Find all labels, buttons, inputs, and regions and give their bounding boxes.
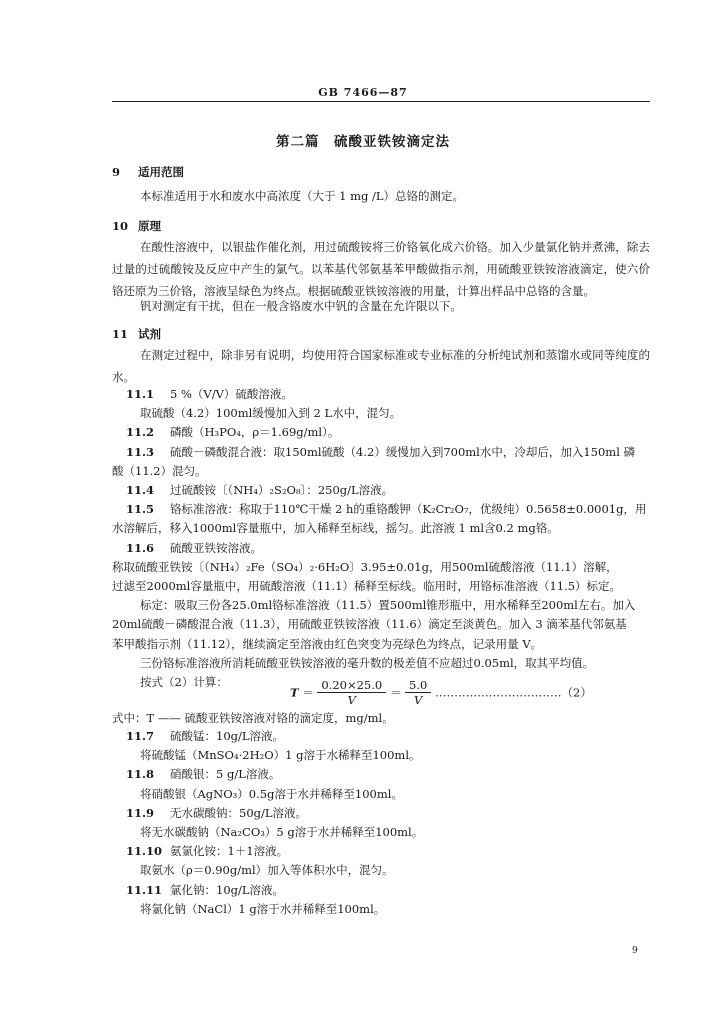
reagent-item-row — [112, 559, 618, 575]
reagent-item-row — [126, 482, 393, 498]
header-rule — [112, 101, 650, 102]
item-text: 氨氯化铵：1＋1溶液。 — [170, 844, 289, 859]
section-9-heading — [112, 164, 184, 180]
reagent-item-row — [126, 805, 307, 821]
item-text: 取氨水（ρ＝0.90g/ml）加入等体积水中，混匀。 — [140, 863, 394, 878]
item-text: 无水碳酸钠：50g/L溶液。 — [170, 805, 308, 820]
section-number: 9 — [112, 165, 121, 179]
principle-paragraph: 在酸性溶液中，以银盐作催化剂，用过硫酸铵将三价铬氧化成六价铬。加入少量氯化钠并煮沸，除去过量的过硫酸铵及反应中产生的氯气。以苯基代邻氨基苯甲酸做指示剂，用硫酸亚铁铵溶液滴定，使六价铬还原为三价铬，溶液呈绿色为终点。根据硫酸亚铁铵溶液的用量，计算出样品中总铬的含量。 — [112, 240, 650, 298]
item-text: 水溶解后，移入1000ml容量瓶中，加入稀释至标线，摇匀。此溶液 1 ml含0.2 mg铬。 — [112, 521, 559, 536]
item-text: 氯化钠：10g/L溶液。 — [170, 882, 285, 897]
fraction-numerator: 5.0 — [405, 678, 431, 693]
reagent-item-row — [140, 405, 401, 421]
section-number: 10 — [112, 219, 129, 233]
formula-lhs: T — [290, 685, 299, 700]
formula-label: ……………………………（2） — [435, 685, 592, 700]
reagents-intro-paragraph: 在测定过程中，除非另有说明，均使用符合国家标准或专业标准的分析纯试剂和蒸馏水或同等纯度的水。 — [112, 348, 650, 384]
item-number: 11.2 — [126, 425, 155, 440]
item-number: 11.7 — [126, 729, 155, 743]
item-text: 过硫酸铵〔（NH₄）₂S₂O₈〕：250g/L溶液。 — [170, 483, 394, 497]
item-text: 硫酸锰：10g/L溶液。 — [170, 729, 285, 743]
reagent-item-row — [126, 728, 284, 744]
item-text: 硫酸－磷酸混合液：取150ml硫酸（4.2）缓慢加入到700ml水中，冷却后，加入150ml 磷 — [170, 444, 636, 459]
section-10-heading — [112, 218, 161, 234]
item-number: 11.9 — [126, 805, 155, 820]
section-title: 试剂 — [138, 327, 162, 341]
item-text: 过滤至2000ml容量瓶中，用硫酸溶液（11.1）稀释至标线。临用时，用铬标准溶液（11.5）标定。 — [112, 579, 622, 593]
section-number: 11 — [112, 327, 129, 341]
item-text: 取硫酸（4.2）100ml缓慢加入到 2 L水中，混匀。 — [140, 406, 402, 421]
section-11-heading — [112, 326, 161, 342]
reagent-item-row — [140, 747, 421, 763]
item-text: 苯甲酸指示剂（11.12），继续滴定至溶液由红色突变为亮绿色为终点，记录用量 V。 — [112, 636, 543, 651]
item-number: 11.10 — [126, 844, 163, 859]
item-text: 20ml硫酸－磷酸混合液（11.3），用硫酸亚铁铵溶液（11.6）滴定至淡黄色。加入 3 滴苯基代邻氨基 — [112, 617, 627, 632]
reagent-item-row — [126, 444, 635, 460]
page-number: 9 — [632, 946, 638, 956]
item-number: 11.1 — [126, 387, 155, 401]
reagent-item-row — [126, 882, 284, 898]
formula-2 — [290, 678, 592, 707]
item-number: 11.3 — [126, 444, 155, 459]
item-text: 标定：吸取三份各25.0ml铬标准溶液（11.5）置500ml锥形瓶中，用水稀释至200ml左右。加入 — [140, 598, 636, 613]
reagent-item-row — [140, 786, 403, 802]
item-number: 11.4 — [126, 483, 155, 497]
reagent-item-row — [112, 616, 627, 632]
fraction-denominator: V — [347, 693, 356, 707]
reagent-item-row — [140, 862, 394, 878]
item-text: 按式（2）计算： — [140, 675, 228, 689]
reagent-item-row — [126, 843, 288, 859]
formula-fraction-2 — [405, 678, 431, 707]
reagent-item-row — [112, 463, 207, 479]
item-text: 铬标准溶液：称取于110℃干燥 2 h的重铬酸钾（K₂Cr₂O₇，优级纯）0.5658±0.0001g，用 — [170, 502, 647, 517]
section-title: 原理 — [138, 219, 162, 233]
reagent-item-row — [126, 540, 262, 556]
fraction-numerator: 0.20×25.0 — [317, 678, 386, 693]
reagent-item-row — [112, 578, 621, 594]
reagent-item-row — [140, 824, 423, 840]
reagent-item-row — [140, 901, 385, 917]
item-number: 11.11 — [126, 882, 163, 897]
interference-paragraph: 钒对测定有干扰，但在一般含铬废水中钒的含量在允许限以下。 — [140, 299, 462, 313]
item-text: 将氯化钠（NaCl）1 g溶于水并稀释至100ml。 — [140, 901, 386, 916]
item-text: 硝酸银：5 g/L溶液。 — [170, 767, 281, 782]
reagent-item-row — [126, 501, 646, 517]
item-number: 11.5 — [126, 502, 155, 517]
reagent-item-row — [112, 636, 542, 652]
formula-equals: ＝ — [302, 685, 314, 700]
reagent-item-row — [140, 597, 635, 613]
formula-fraction-1 — [317, 678, 386, 707]
item-text: 酸（11.2）混匀。 — [112, 463, 207, 478]
reagent-item-row — [140, 655, 594, 671]
formula-note: 式中：T —— 硫酸亚铁铵溶液对铬的滴定度，mg/ml。 — [112, 711, 394, 725]
item-text: 三份铬标准溶液所消耗硫酸亚铁铵溶液的毫升数的极差值不应超过0.05ml，取其平均值。 — [140, 655, 595, 670]
item-text: 称取硫酸亚铁铵〔（NH₄）₂Fe（SO₄）₂·6H₂O〕3.95±0.01g，用500ml硫酸溶液（11.1）溶解， — [112, 559, 618, 574]
reagent-item-row — [126, 424, 339, 440]
part-title: 第二篇 硫酸亚铁铵滴定法 — [276, 134, 450, 150]
formula-equals: ＝ — [389, 685, 402, 700]
item-number: 11.8 — [126, 767, 155, 782]
item-text: 将无水碳酸钠（Na₂CO₃）5 g溶于水并稀释至100ml。 — [140, 825, 424, 839]
item-text: 硫酸亚铁铵溶液。 — [170, 540, 262, 555]
fraction-denominator: V — [414, 693, 423, 707]
reagent-item-row — [126, 386, 293, 402]
reagent-item-row — [112, 520, 559, 536]
reagent-item-row — [126, 766, 280, 782]
item-text: 5 %（V/V）硫酸溶液。 — [170, 387, 293, 401]
item-number: 11.6 — [126, 540, 155, 555]
scope-paragraph: 本标准适用于水和废水中高浓度（大于 1 mg /L）总铬的测定。 — [140, 189, 465, 203]
reagent-item-row — [140, 674, 228, 690]
standard-code-header: GB 7466—87 — [318, 86, 408, 99]
item-text: 将硝酸银（AgNO₃）0.5g溶于水并稀释至100ml。 — [140, 786, 403, 801]
item-text: 将硫酸锰（MnSO₄·2H₂O）1 g溶于水稀释至100ml。 — [140, 748, 421, 763]
item-text: 磷酸（H₃PO₄，ρ＝1.69g/ml）。 — [170, 425, 340, 440]
section-title: 适用范围 — [138, 165, 185, 179]
